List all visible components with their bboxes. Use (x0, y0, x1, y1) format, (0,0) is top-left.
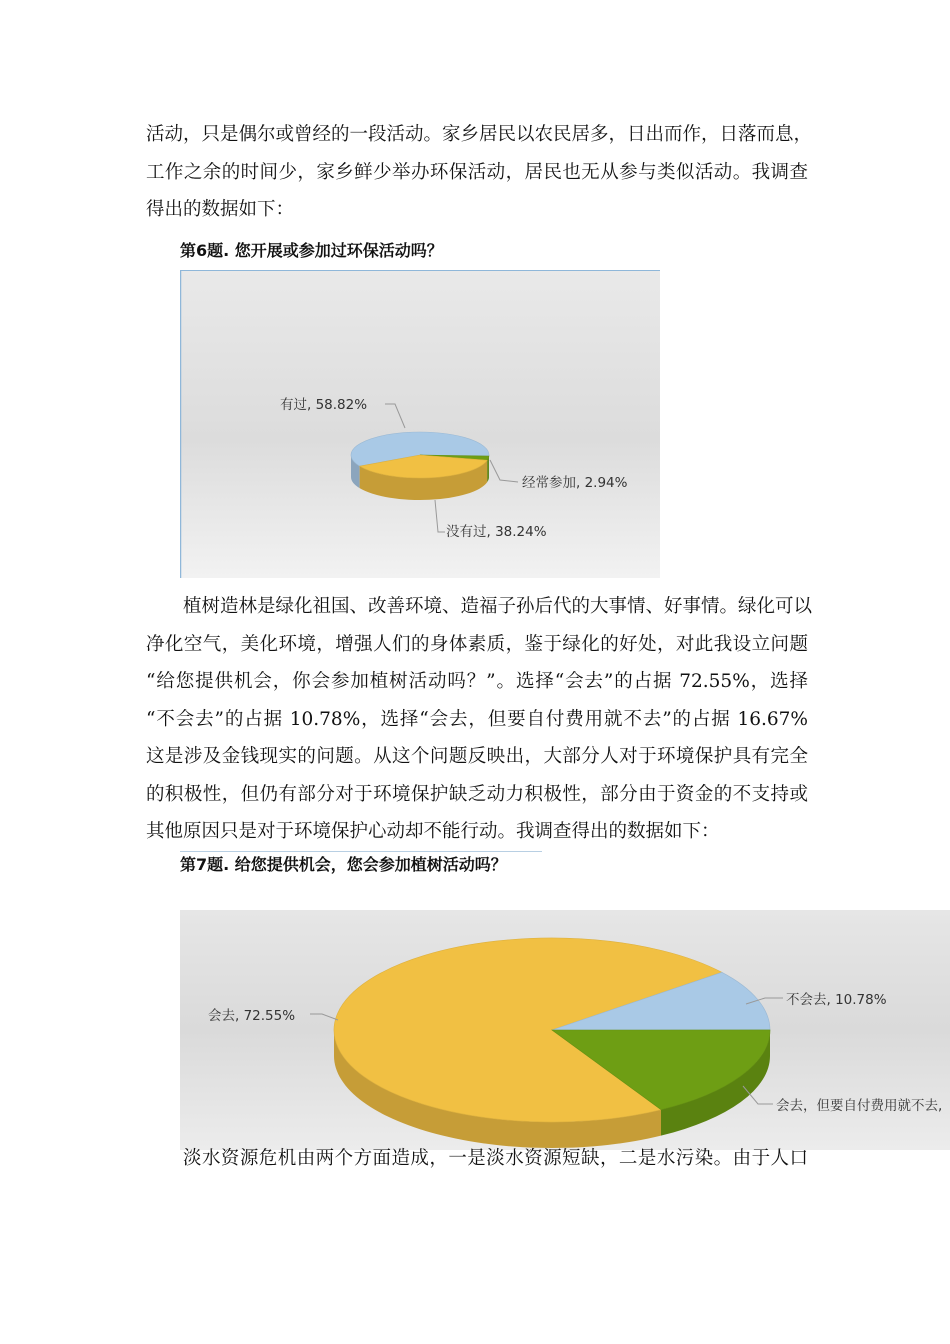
paragraph-line: 的积极性，但仍有部分对于环境保护缺乏动力积极性，部分由于资金的不支持或 (146, 783, 808, 805)
q6-slice-label: 有过, 58.82% (280, 397, 368, 413)
paragraph-line: “给您提供机会，你会参加植树活动吗？”。选择“会去”的占据 72.55%，选择 (146, 671, 808, 692)
q6-slice-label: 经常参加, 2.94% (522, 475, 628, 491)
paragraph-line: 活动，只是偶尔或曾经的一段活动。家乡居民以农民居多，日出而作，日落而息， (146, 124, 813, 145)
paragraph-line: 净化空气，美化环境，增强人们的身体素质，鉴于绿化的好处，对此我设立问题 (146, 633, 808, 655)
q7-slice-label: 会去，但要自付费用就不去, (776, 1098, 943, 1114)
q6-pie (351, 432, 489, 500)
paragraph-line: 植树造林是绿化祖国、改善环境、造福子孙后代的大事情、好事情。绿化可以 (183, 596, 813, 617)
paragraph-line: 淡水资源危机由两个方面造成，一是淡水资源短缺，二是水污染。由于人口 (183, 1148, 808, 1169)
question-6-title: 第6题. 您开展或参加过环保活动吗？ (180, 241, 443, 260)
q7-slice-label: 不会去, 10.78% (786, 992, 887, 1008)
paragraph-1 (146, 116, 813, 229)
paragraph-line: 工作之余的时间少，家乡鲜少举办环保活动，居民也无从参与类似活动。我调查 (146, 161, 808, 183)
q7-title-rule (180, 851, 542, 852)
q7-slice-label: 会去, 72.55% (208, 1008, 296, 1024)
q6-pie-chart (180, 270, 660, 578)
q6-slice-label: 没有过, 38.24% (446, 524, 547, 540)
q7-chart-svg (180, 910, 950, 1150)
q7-pie-chart (180, 910, 950, 1150)
question-7-title: 第7题. 给您提供机会，您会参加植树活动吗？ (180, 855, 507, 874)
paragraph-line: “不会去”的占据 10.78%，选择“会去，但要自付费用就不去”的占据 16.67% (146, 708, 808, 730)
q6-chart-background (180, 270, 660, 578)
paragraph-line: 这是涉及金钱现实的问题。从这个问题反映出，大部分人对于环境保护具有完全 (146, 746, 808, 767)
paragraph-line: 得出的数据如下： (146, 199, 295, 220)
paragraph-3 (146, 1140, 808, 1178)
q6-chart-svg (180, 270, 660, 578)
paragraph-2 (146, 588, 813, 851)
paragraph-line: 其他原因只是对于环境保护心动却不能行动。我调查得出的数据如下： (146, 821, 720, 842)
q7-pie (334, 938, 770, 1148)
